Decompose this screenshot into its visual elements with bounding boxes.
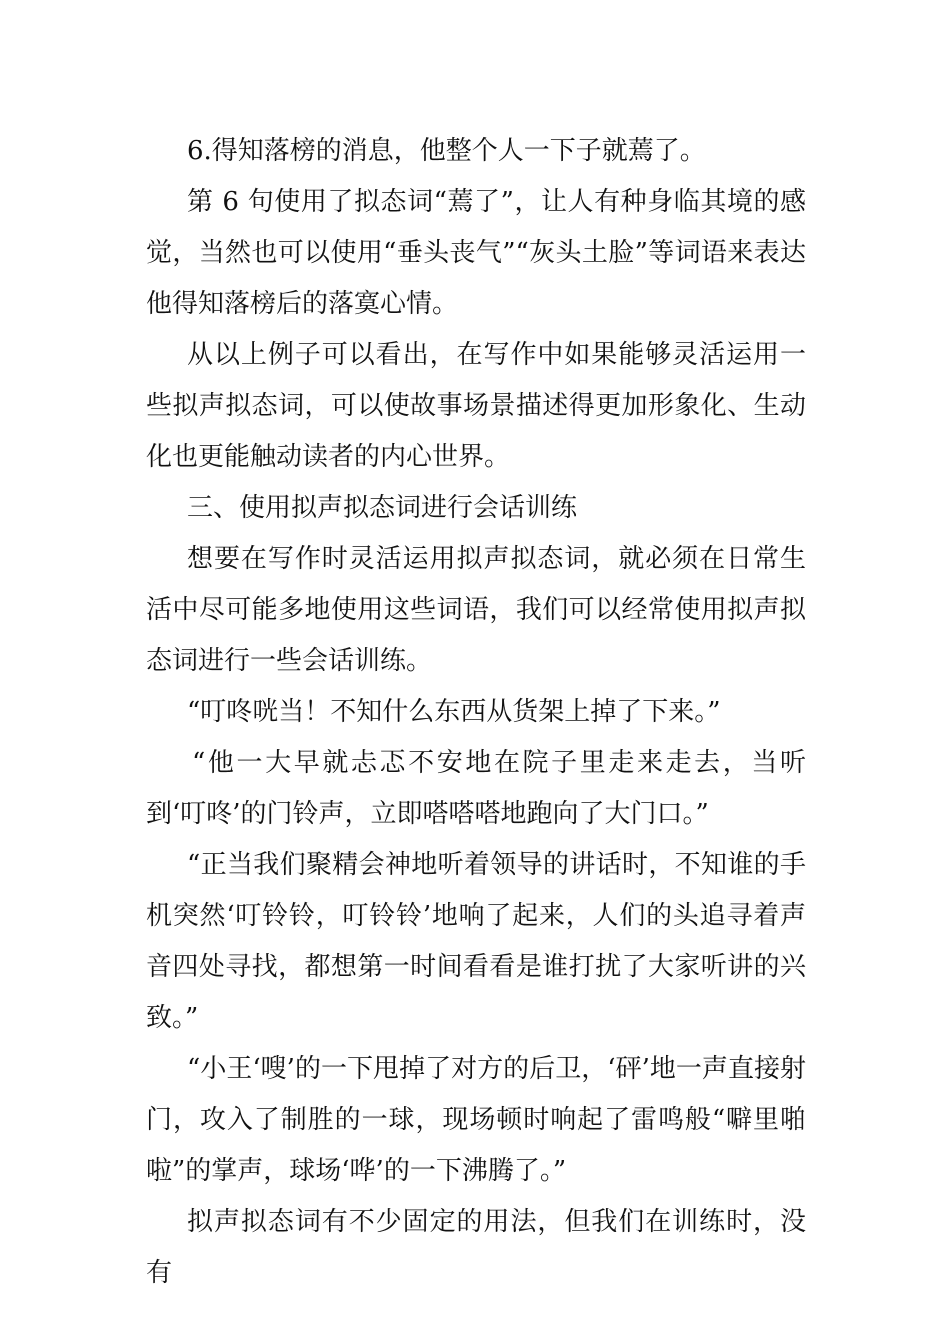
quote-dingdong-guangdang: “叮咚咣当！不知什么东西从货架上掉了下来。” <box>187 697 721 727</box>
paragraph-example-6-explanation: 第 6 句使用了拟态词“蔫了”，让人有种身临其境的感觉，当然也可以使用“垂头丧气”“灰头土脸”等词语来表达他得知落榜后的落寞心情。 <box>146 187 806 319</box>
paragraph-example-6: 6.得知落榜的消息，他整个人一下子就蔫了。 <box>187 136 706 166</box>
paragraph-summary: 从以上例子可以看出，在写作中如果能够灵活运用一些拟声拟态词，可以使故事场景描述得更加形象化、生动化也更能触动读者的内心世界。 <box>146 340 806 472</box>
quote-phone-ring: “正当我们聚精会神地听着领导的讲话时，不知谁的手机突然‘叮铃铃，叮铃铃’地响了起来，人们的头追寻着声音四处寻找，都想第一时间看看是谁打扰了大家听讲的兴致。” <box>146 850 806 1033</box>
paragraph-training-intro: 想要在写作时灵活运用拟声拟态词，就必须在日常生活中尽可能多地使用这些词语，我们可以经常使用拟声拟态词进行一些会话训练。 <box>146 544 806 676</box>
paragraph-fixed-usage: 拟声拟态词有不少固定的用法，但我们在训练时，没有 <box>146 1207 806 1288</box>
document-body <box>146 126 806 1299</box>
quote-doorbell: “他一大早就忐忑不安地在院子里走来走去，当听到‘叮咚’的门铃声，立即嗒嗒嗒地跑向了大门口。” <box>146 748 806 829</box>
section-heading-3: 三、使用拟声拟态词进行会话训练 <box>187 493 578 523</box>
quote-soccer: “小王‘嗖’的一下甩掉了对方的后卫，‘砰’地一声直接射门，攻入了制胜的一球，现场顿时响起了雷鸣般“噼里啪啦”的掌声，球场‘哗’的一下沸腾了。” <box>146 1054 806 1186</box>
